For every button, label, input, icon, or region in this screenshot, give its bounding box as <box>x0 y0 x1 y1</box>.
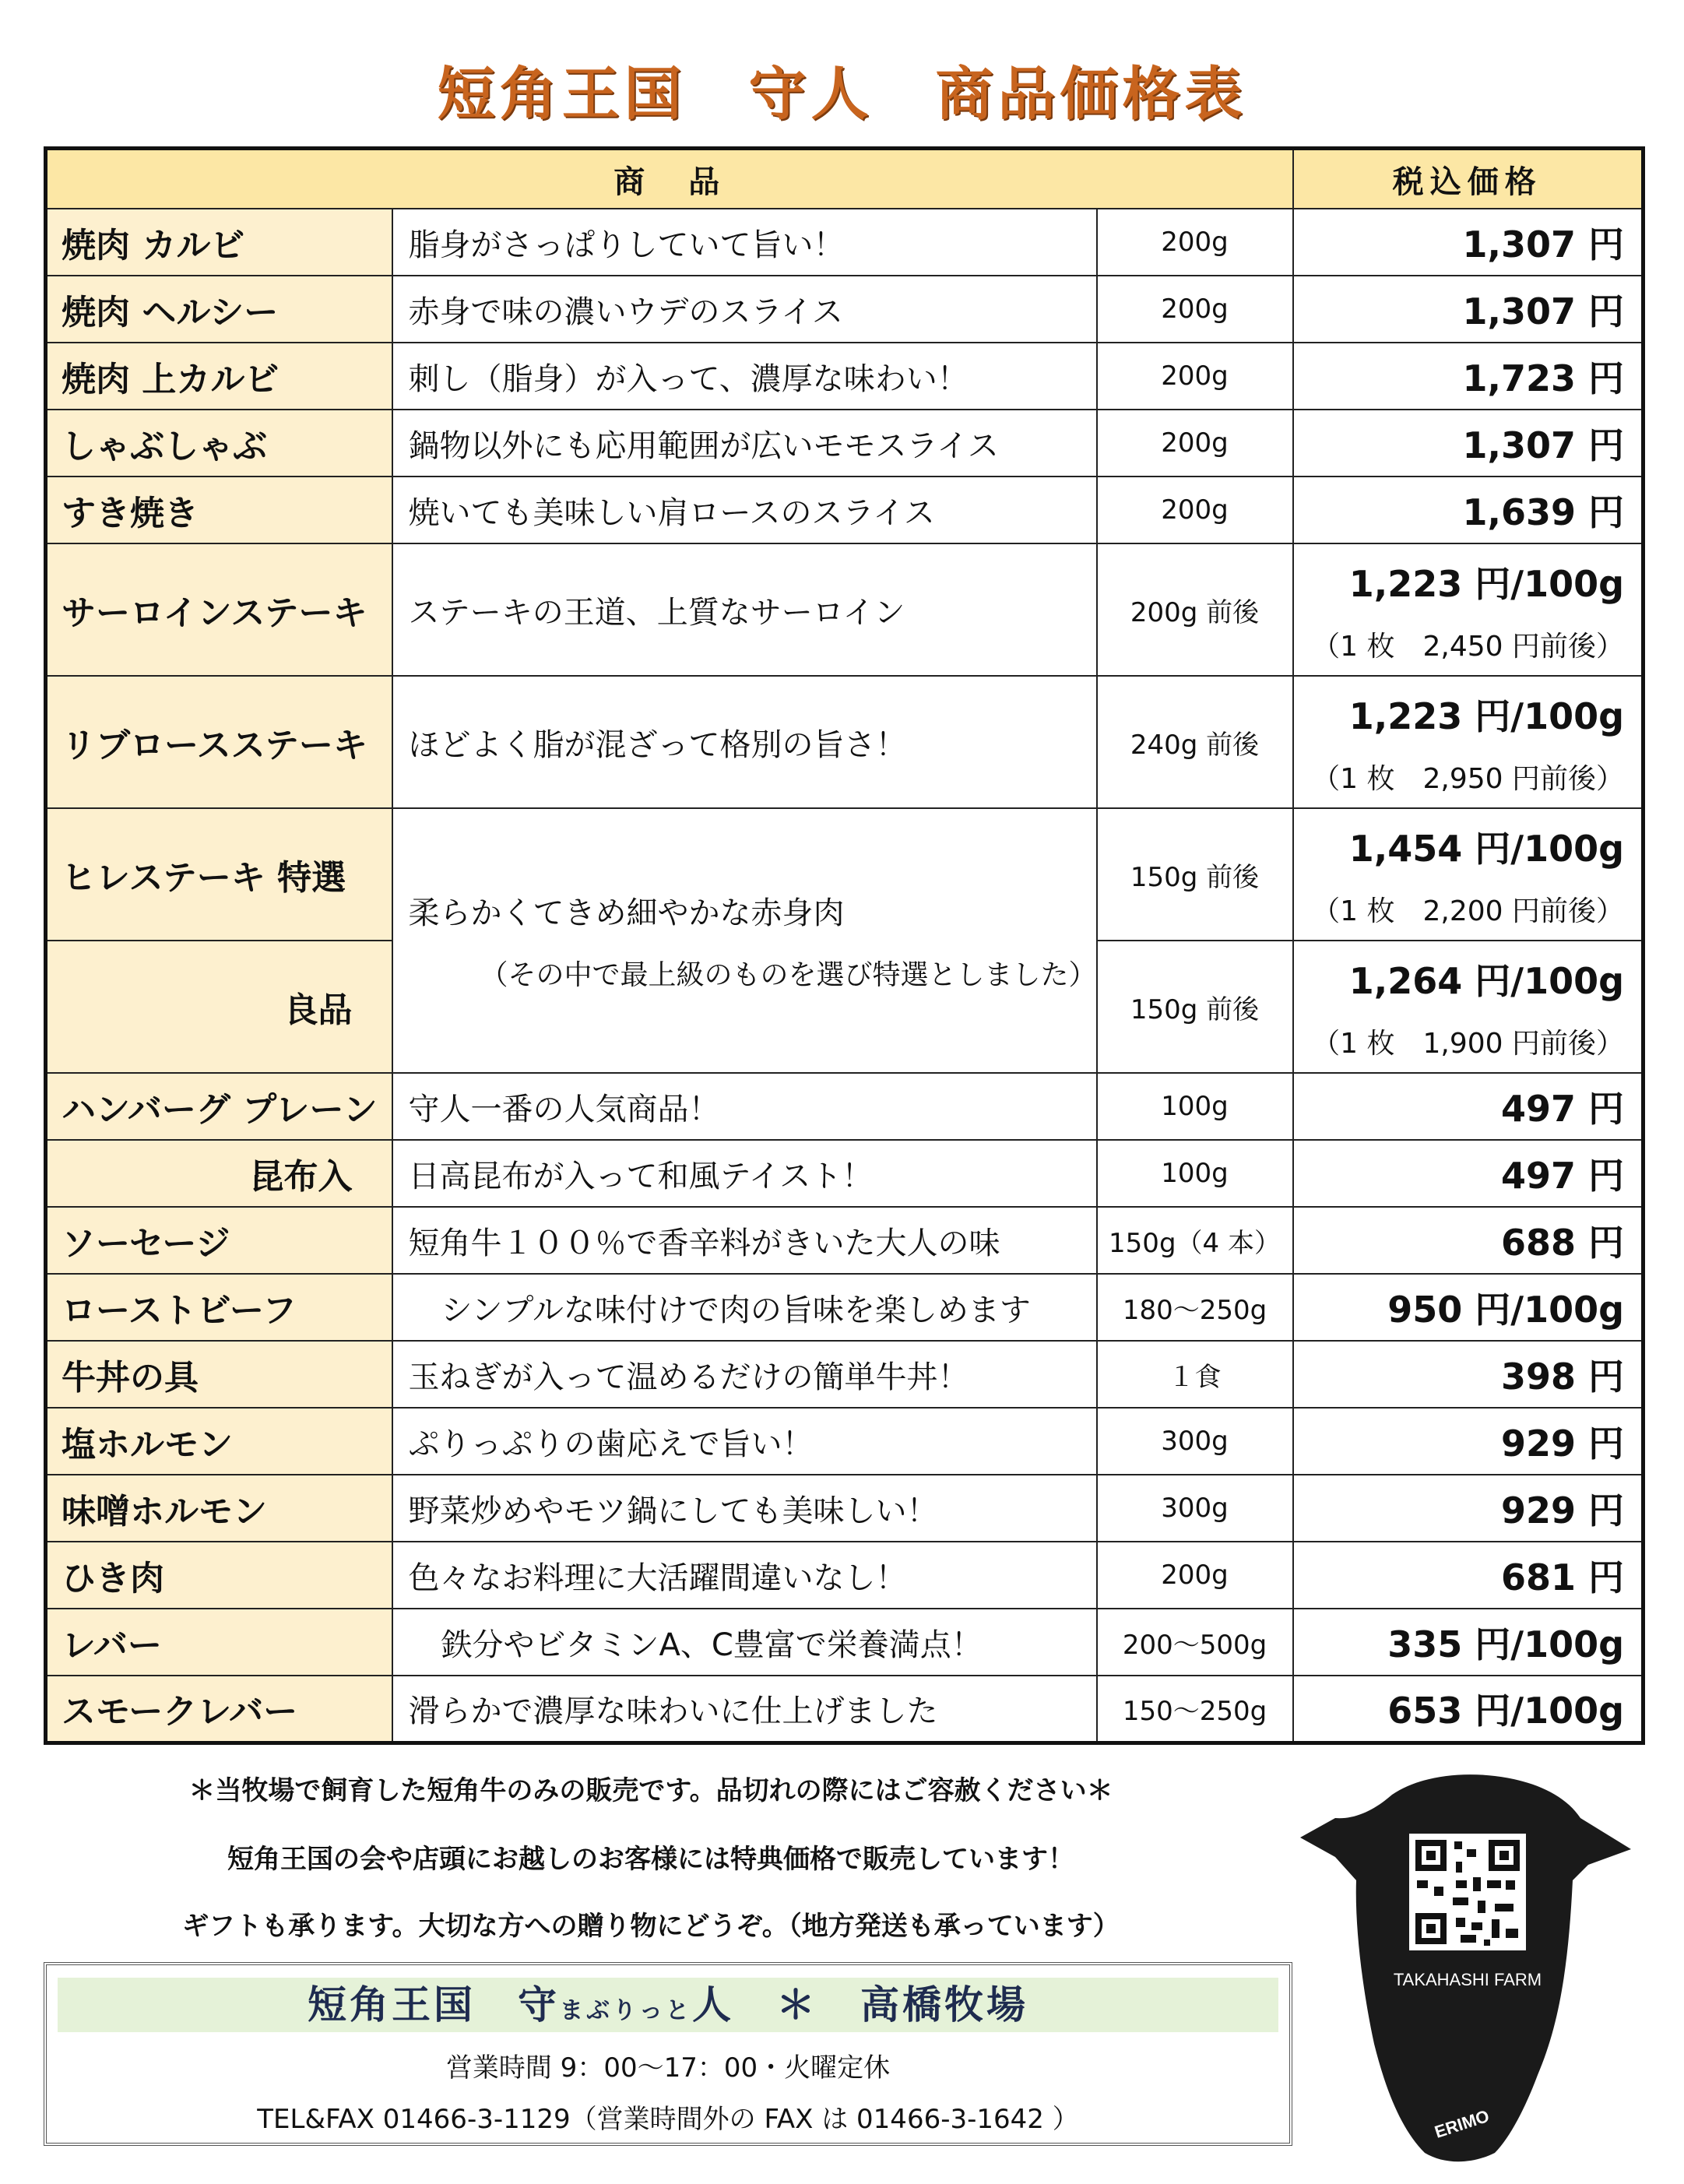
product-quantity: 180～250g <box>1097 1274 1293 1341</box>
price-note: （1 枚 1,900 円前後） <box>1312 1027 1625 1060</box>
price-value: 1,307 円 <box>1462 290 1625 332</box>
table-row <box>46 410 1644 477</box>
product-name: 牛丼の具 <box>46 1341 392 1408</box>
product-quantity: 200g <box>1097 276 1293 343</box>
product-price <box>1293 941 1644 1073</box>
price-value: 497 円 <box>1500 1155 1625 1197</box>
price-value: 497 円 <box>1500 1088 1625 1130</box>
product-price <box>1293 1475 1644 1542</box>
contact-line: TEL&FAX 01466-3-1129（営業時間外の FAX は 01466-3-1642 ） <box>257 2104 1079 2135</box>
product-name: リブロースステーキ <box>46 676 392 808</box>
product-quantity: 300g <box>1097 1408 1293 1475</box>
table-row <box>46 1609 1644 1676</box>
price-value: 1,223 円/100g <box>1348 695 1625 737</box>
product-quantity: 150g（4 本） <box>1097 1207 1293 1274</box>
product-description: ぷりっぷりの歯応えで旨い！ <box>392 1408 1097 1475</box>
shop-info-box <box>44 1962 1292 2146</box>
price-value: 1,307 円 <box>1462 424 1625 466</box>
product-quantity: 100g <box>1097 1073 1293 1140</box>
price-value: 1,223 円/100g <box>1348 562 1625 605</box>
product-price <box>1293 343 1644 410</box>
price-note: （1 枚 2,200 円前後） <box>1312 895 1625 927</box>
product-quantity: 200g <box>1097 343 1293 410</box>
price-value: 335 円/100g <box>1387 1623 1625 1665</box>
product-price <box>1293 1609 1644 1676</box>
product-price <box>1293 209 1644 276</box>
price-value: 688 円 <box>1500 1222 1625 1264</box>
price-value: 681 円 <box>1500 1556 1625 1598</box>
logo-farm-name: TAKAHASHI FARM <box>1393 1970 1542 1989</box>
heading-left: 短角王国 守 <box>308 1982 560 2027</box>
product-name: 塩ホルモン <box>46 1408 392 1475</box>
product-name: 焼肉 上カルビ <box>46 343 392 410</box>
table-row <box>46 1408 1644 1475</box>
product-name: ハンバーグ プレーン <box>46 1073 392 1140</box>
table-row <box>46 676 1644 808</box>
product-name: ローストビーフ <box>46 1274 392 1341</box>
price-value: 653 円/100g <box>1387 1690 1625 1732</box>
price-note: （1 枚 2,950 円前後） <box>1312 762 1625 795</box>
product-name: スモークレバー <box>46 1676 392 1743</box>
product-description: シンプルな味付けで肉の旨味を楽しめます <box>392 1274 1097 1341</box>
product-price <box>1293 1140 1644 1207</box>
product-quantity: 100g <box>1097 1140 1293 1207</box>
price-value: 929 円 <box>1500 1423 1625 1465</box>
product-name: しゃぶしゃぶ <box>46 410 392 477</box>
product-name: すき焼き <box>46 477 392 543</box>
table-header-row <box>46 149 1644 209</box>
product-name: レバー <box>46 1609 392 1676</box>
product-price <box>1293 676 1644 808</box>
table-row <box>46 1073 1644 1140</box>
product-quantity: 150g 前後 <box>1097 941 1293 1073</box>
table-body <box>46 209 1644 1743</box>
product-name: 焼肉 カルビ <box>46 209 392 276</box>
table-row <box>46 543 1644 676</box>
price-value: 1,639 円 <box>1462 491 1625 533</box>
product-name: ひき肉 <box>46 1542 392 1609</box>
price-table <box>44 146 1645 1745</box>
table-row <box>46 477 1644 543</box>
product-quantity: 300g <box>1097 1475 1293 1542</box>
product-description: 焼いても美味しい肩ロースのスライス <box>392 477 1097 543</box>
price-note: （1 枚 2,450 円前後） <box>1312 630 1625 663</box>
product-price <box>1293 1341 1644 1408</box>
product-description: 色々なお料理に大活躍間違いなし！ <box>392 1542 1097 1609</box>
product-quantity: 150～250g <box>1097 1676 1293 1743</box>
product-description: ほどよく脂が混ざって格別の旨さ！ <box>392 676 1097 808</box>
table-row <box>46 1207 1644 1274</box>
product-description: 刺し（脂身）が入って、濃厚な味わい！ <box>392 343 1097 410</box>
product-description: 短角牛１００％で香辛料がきいた大人の味 <box>392 1207 1097 1274</box>
product-description: ステーキの王道、上質なサーロイン <box>392 543 1097 676</box>
product-description: 野菜炒めやモツ鍋にしても美味しい！ <box>392 1475 1097 1542</box>
table-row <box>46 808 1644 941</box>
product-price <box>1293 1676 1644 1743</box>
table-row <box>46 1274 1644 1341</box>
product-quantity: 200～500g <box>1097 1609 1293 1676</box>
product-price <box>1293 543 1644 676</box>
product-name: 焼肉 ヘルシー <box>46 276 392 343</box>
description-sub: （その中で最上級のものを選び特選としました） <box>480 959 1097 991</box>
price-value: 398 円 <box>1500 1356 1625 1398</box>
product-description: 守人一番の人気商品！ <box>392 1073 1097 1140</box>
product-price <box>1293 477 1644 543</box>
table-row <box>46 343 1644 410</box>
product-description: 赤身で味の濃いウデのスライス <box>392 276 1097 343</box>
heading-ruby: まぶりっと <box>560 1997 692 2024</box>
cow-silhouette <box>1300 1774 1631 2161</box>
product-price <box>1293 808 1644 941</box>
product-name: ヒレステーキ 特選 <box>46 808 392 941</box>
shop-info-heading <box>58 1978 1278 2032</box>
product-description: 鍋物以外にも応用範囲が広いモモスライス <box>392 410 1097 477</box>
product-price <box>1293 1073 1644 1140</box>
table-row <box>46 209 1644 276</box>
product-price <box>1293 1542 1644 1609</box>
product-price <box>1293 410 1644 477</box>
note-line-2: 短角王国の会や店頭にお越しのお客様には特典価格で販売しています！ <box>227 1844 1074 1875</box>
product-description: 玉ねぎが入って温めるだけの簡単牛丼！ <box>392 1341 1097 1408</box>
product-quantity: 200g 前後 <box>1097 543 1293 676</box>
product-quantity: 150g 前後 <box>1097 808 1293 941</box>
table-row <box>46 1341 1644 1408</box>
product-name: ソーセージ <box>46 1207 392 1274</box>
product-quantity: 200g <box>1097 477 1293 543</box>
price-value: 1,264 円/100g <box>1348 959 1625 1002</box>
table-row <box>46 1542 1644 1609</box>
table-row <box>46 1140 1644 1207</box>
product-quantity: 200g <box>1097 410 1293 477</box>
price-value: 1,723 円 <box>1462 357 1625 399</box>
product-description: 鉄分やビタミンA、C豊富で栄養満点！ <box>392 1609 1097 1676</box>
header-product: 商 品 <box>46 149 1293 209</box>
product-price <box>1293 276 1644 343</box>
product-description: 脂身がさっぱりしていて旨い！ <box>392 209 1097 276</box>
table-row <box>46 1475 1644 1542</box>
note-line-1: ＊当牧場で飼育した短角牛のみの販売です。品切れの際にはご容赦ください＊ <box>188 1775 1113 1806</box>
product-name: 昆布入 <box>46 1140 392 1207</box>
product-price <box>1293 1274 1644 1341</box>
product-quantity: 200g <box>1097 209 1293 276</box>
table-row <box>46 1676 1644 1743</box>
logo-place: ERIMO <box>1432 2105 1492 2142</box>
page-title: 短角王国 守人 商品価格表 <box>437 61 1247 128</box>
description-main: 柔らかくてきめ細やかな赤身肉 <box>408 895 845 931</box>
product-price <box>1293 1207 1644 1274</box>
farm-logo <box>1300 1764 1635 2168</box>
table-row <box>46 276 1644 343</box>
heading-right: 人 ＊ 高橋牧場 <box>692 1982 1028 2027</box>
note-line-3: ギフトも承ります。大切な方への贈り物にどうぞ。（地方発送も承っています） <box>182 1911 1120 1942</box>
header-price: 税込価格 <box>1293 149 1644 209</box>
business-hours: 営業時間 9：00～17：00・火曜定休 <box>445 2052 891 2084</box>
price-value: 950 円/100g <box>1387 1289 1625 1331</box>
price-value: 1,454 円/100g <box>1348 827 1625 870</box>
price-value: 929 円 <box>1500 1489 1625 1532</box>
product-name: サーロインステーキ <box>46 543 392 676</box>
product-quantity: 200g <box>1097 1542 1293 1609</box>
product-name: 良品 <box>46 941 392 1073</box>
product-description <box>392 808 1097 1073</box>
product-description: 日高昆布が入って和風テイスト！ <box>392 1140 1097 1207</box>
product-name: 味噌ホルモン <box>46 1475 392 1542</box>
price-value: 1,307 円 <box>1462 223 1625 266</box>
product-description: 滑らかで濃厚な味わいに仕上げました <box>392 1676 1097 1743</box>
product-price <box>1293 1408 1644 1475</box>
product-quantity: １食 <box>1097 1341 1293 1408</box>
product-quantity: 240g 前後 <box>1097 676 1293 808</box>
